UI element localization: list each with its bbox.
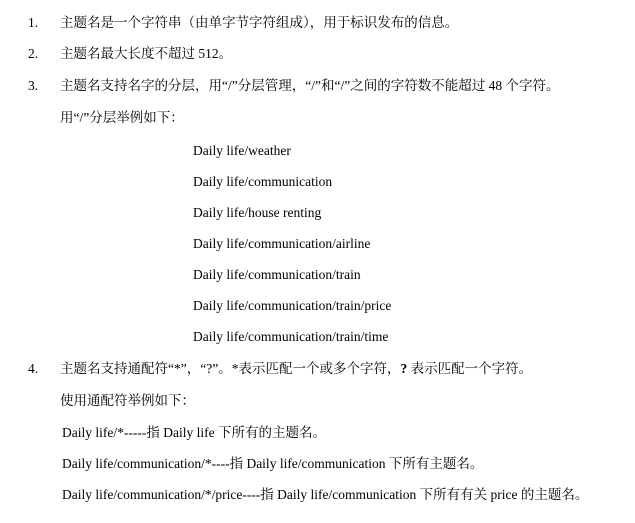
wildcard-example-line: Daily life/communication/*/price----指 Daily life/communication 下所有有关 price 的主题名。 (62, 487, 589, 502)
example-line: Daily life/communication (193, 174, 333, 189)
item-text (60, 360, 532, 378)
item-number: 4. (28, 361, 39, 376)
example-line: Daily life/communication/airline (193, 236, 371, 251)
item-text: 主题名最大长度不超过 512。 (60, 46, 233, 61)
item-number: 2. (28, 46, 39, 61)
item-text-part: 主题名支持通配符“*”，“?”。*表示匹配一个或多个字符， (60, 361, 401, 376)
item-number: 3. (28, 78, 39, 93)
example-line: Daily life/communication/train/price (193, 298, 392, 313)
item-number: 1. (28, 15, 39, 30)
item-text-part: 表示匹配一个字符。 (407, 361, 533, 376)
item-3-subtext: 用“/”分层举例如下： (60, 110, 184, 125)
example-line: Daily life/communication/train/time (193, 329, 389, 344)
example-line: Daily life/weather (193, 143, 291, 158)
item-text: 主题名是一个字符串（由单字节字符组成），用于标识发布的信息。 (60, 15, 459, 30)
example-line: Daily life/house renting (193, 205, 322, 220)
item-text: 主题名支持名字的分层，用“/”分层管理，“/”和“/”之间的字符数不能超过 48 个字符。 (60, 78, 560, 93)
wildcard-example-line: Daily life/communication/*----指 Daily life/communication 下所有主题名。 (62, 456, 484, 471)
item-4-subtext: 使用通配符举例如下： (60, 393, 195, 408)
wildcard-example-line: Daily life/*-----指 Daily life 下所有的主题名。 (62, 425, 326, 440)
example-line: Daily life/communication/train (193, 267, 361, 282)
item-text-bold: ? (400, 361, 408, 376)
